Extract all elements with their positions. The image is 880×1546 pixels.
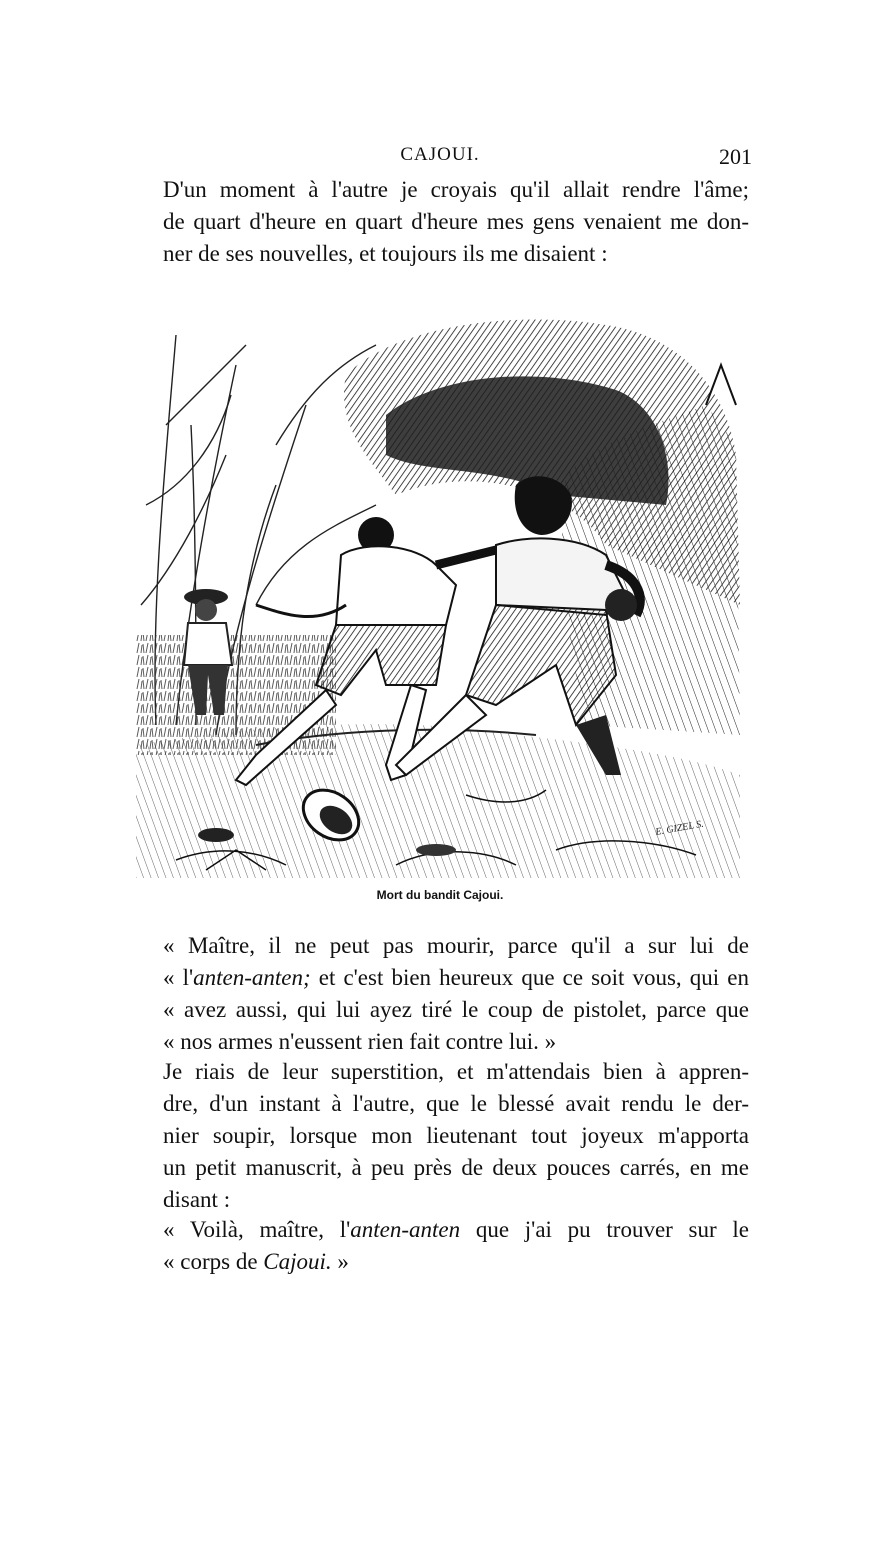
- text-run: « l': [163, 965, 194, 990]
- paragraph-3: [137, 1056, 749, 1216]
- engraving-illustration: [136, 305, 740, 878]
- engraver-signature: E. GIZEL S.: [654, 818, 705, 838]
- paragraph-2: [137, 930, 749, 1058]
- text-line: nier soupir, lorsque mon lieutenant tout joyeux m'apporta: [163, 1123, 749, 1148]
- italic-name: Cajoui.: [263, 1249, 332, 1274]
- text-run: et c'est bien heureux que ce soit vous, qui en: [310, 965, 749, 990]
- italic-term: anten-anten: [350, 1217, 461, 1242]
- text-line: [137, 1246, 749, 1278]
- text-line: « avez aussi, qui lui ayez tiré le coup de pistolet, parce que: [163, 997, 749, 1022]
- paragraph-4: [137, 1214, 749, 1278]
- text-line: ner de ses nouvelles, et toujours ils me disaient :: [163, 241, 608, 266]
- page-number: 201: [719, 144, 752, 169]
- text-line: de quart d'heure en quart d'heure mes gens venaient me don-: [163, 209, 749, 234]
- paragraph-1: [137, 174, 749, 270]
- text-run: que j'ai pu trouver sur le: [460, 1217, 750, 1242]
- text-line: un petit manuscrit, à peu près de deux pouces carrés, en me: [163, 1155, 749, 1180]
- text-line: [137, 1214, 749, 1246]
- text-run: « Voilà, maître, l': [163, 1217, 351, 1242]
- text-line: D'un moment à l'autre je croyais qu'il allait rendre l'âme;: [163, 177, 749, 202]
- text-line: disant :: [163, 1187, 231, 1212]
- text-line: « Maître, il ne peut pas mourir, parce qu'il a sur lui de: [163, 933, 749, 958]
- text-run: »: [331, 1249, 349, 1274]
- text-line: dre, d'un instant à l'autre, que le blessé avait rendu le der-: [163, 1091, 749, 1116]
- text-line: [137, 962, 749, 994]
- text-run: « corps de: [163, 1249, 264, 1274]
- running-title: CAJOUI.: [400, 144, 480, 165]
- figure-caption: Mort du bandit Cajoui.: [376, 888, 504, 902]
- italic-term: anten-anten;: [193, 965, 311, 990]
- text-line: « nos armes n'eussent rien fait contre lui. »: [163, 1029, 557, 1054]
- text-line: Je riais de leur superstition, et m'attendais bien à appren-: [163, 1059, 749, 1084]
